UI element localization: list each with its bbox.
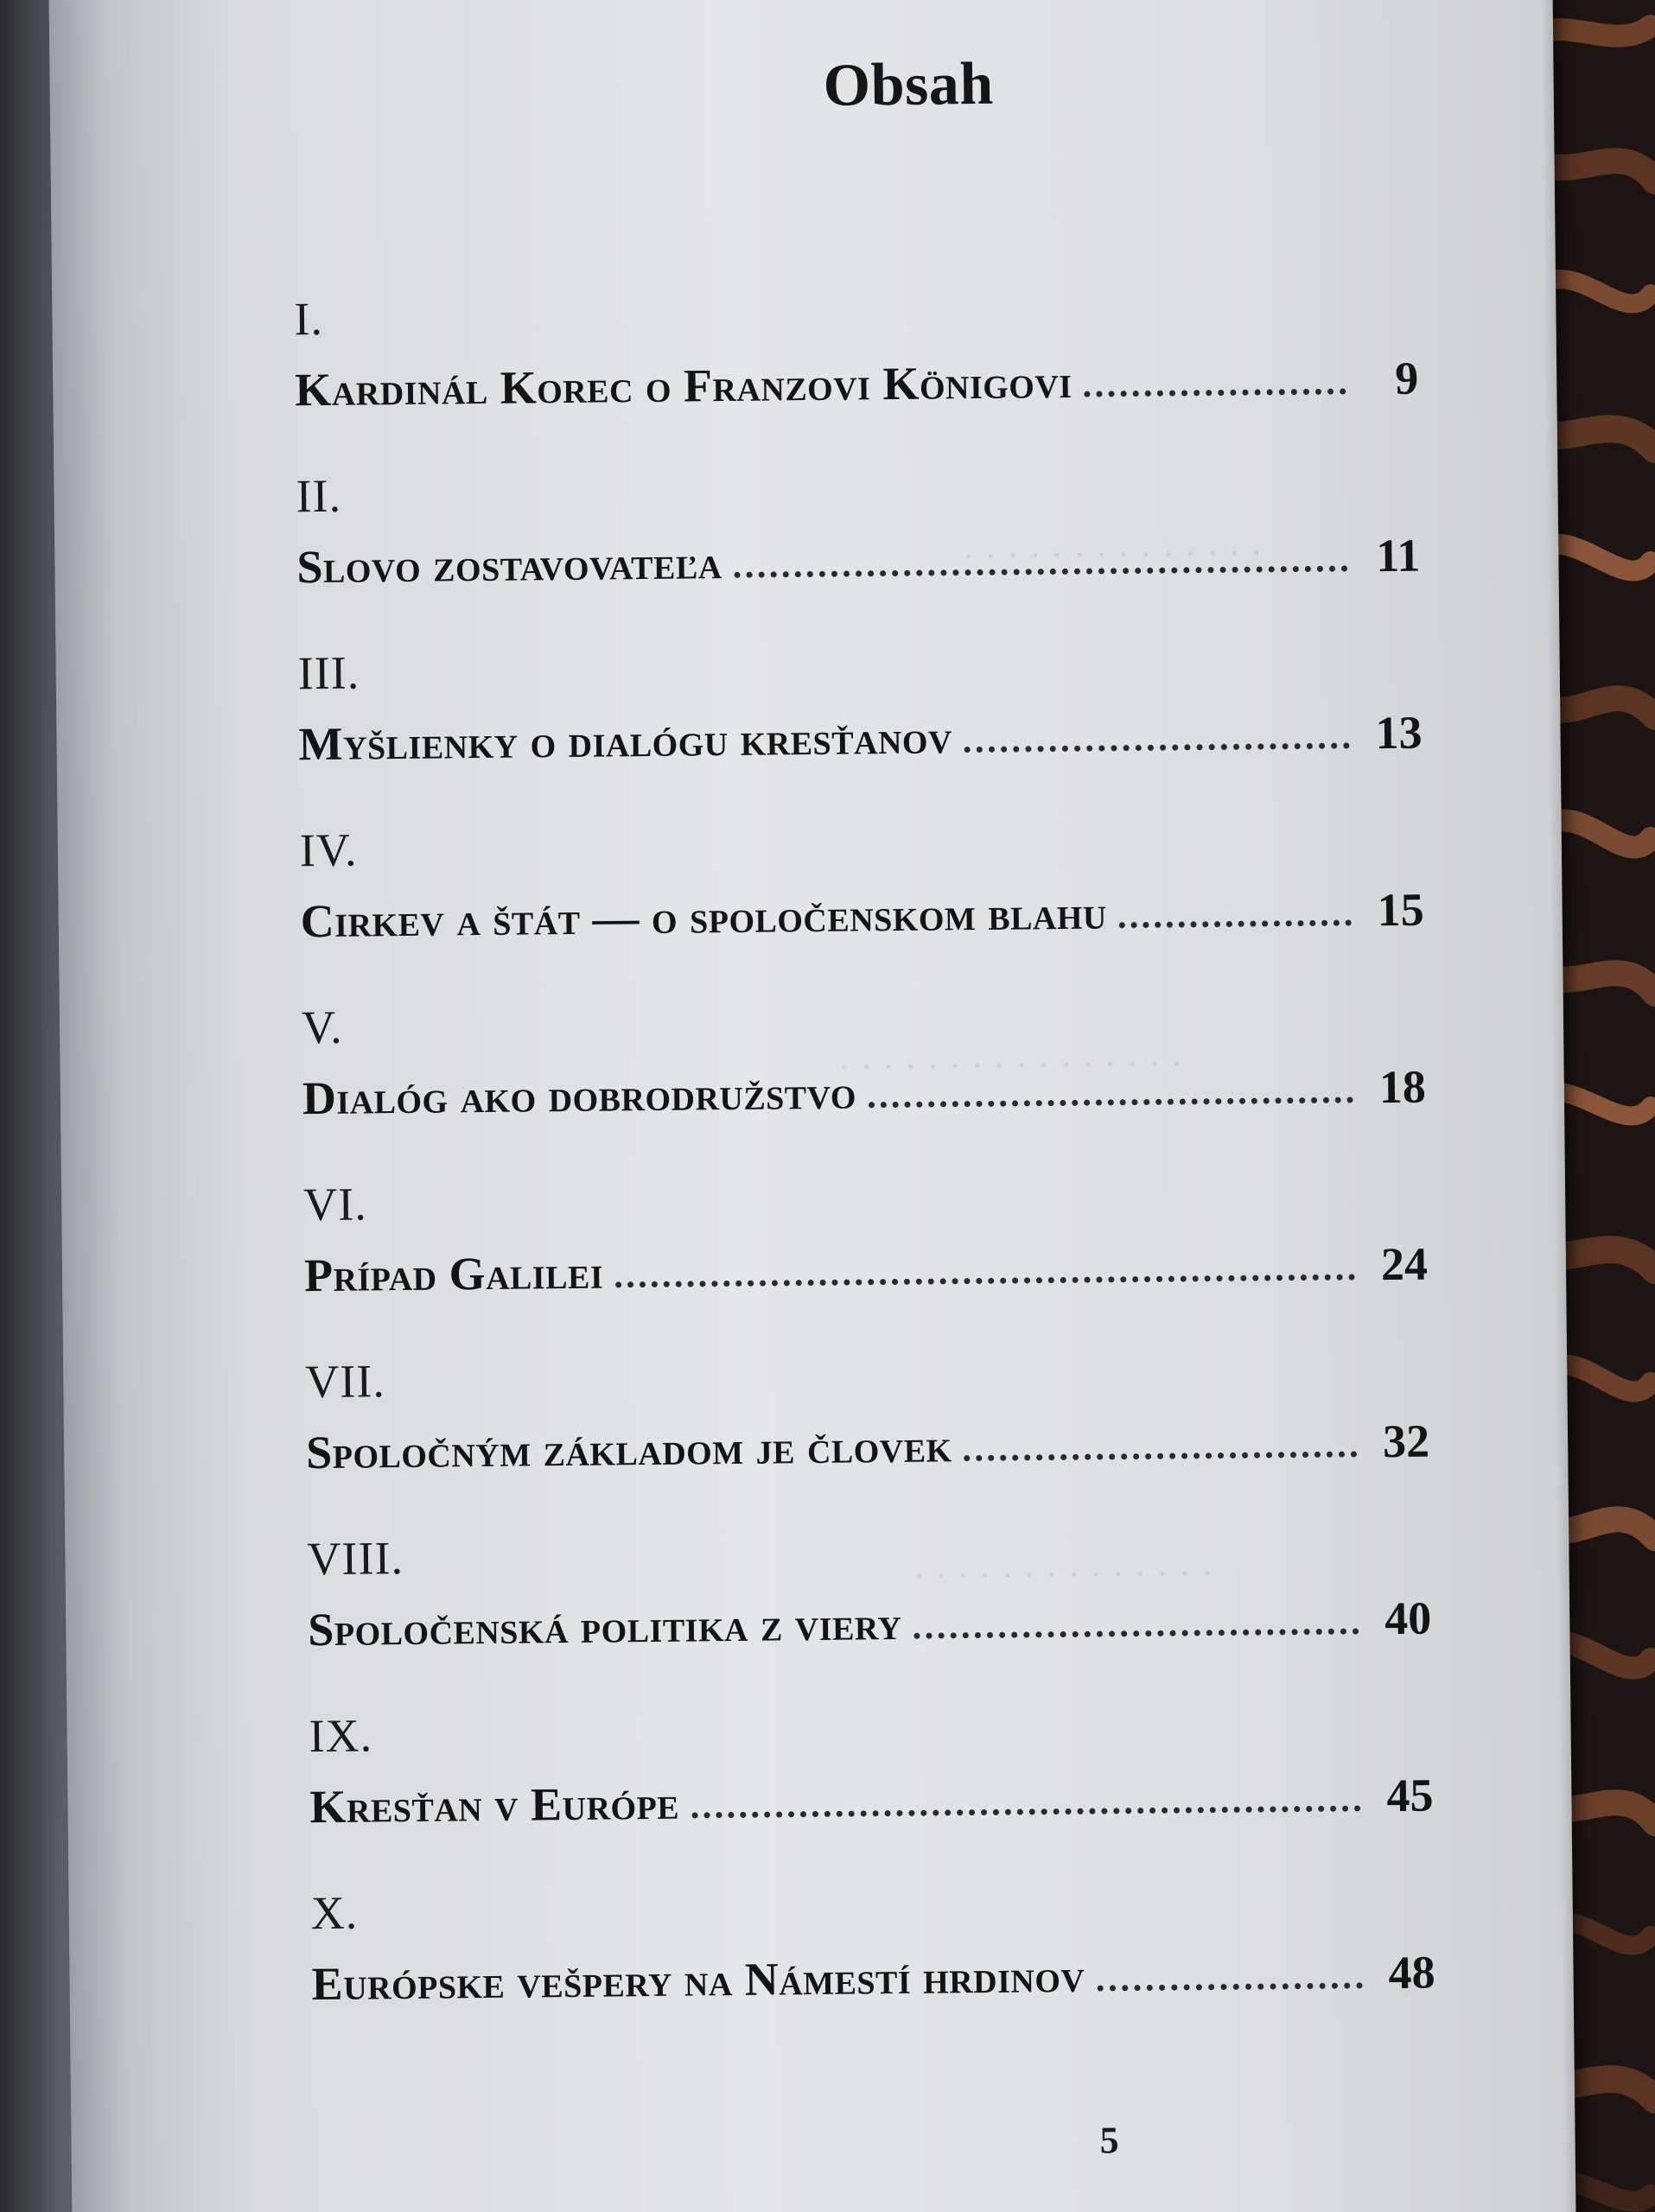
- chapter-title: Dialóg ako dobrodružstvo: [302, 1066, 857, 1125]
- chapter-numeral: X.: [310, 1886, 359, 1940]
- dot-leader: [615, 1274, 1355, 1287]
- toc-line: [300, 880, 1424, 952]
- chapter-numeral: VI.: [302, 1178, 367, 1231]
- toc-line: [302, 1057, 1427, 1129]
- chapter-title: Kresťan v Európe: [309, 1777, 680, 1834]
- chapter-title: Spoločenská politika z viery: [308, 1597, 902, 1656]
- dot-leader: [1119, 919, 1352, 928]
- show-through-text: · · · · · · · · · · · · · ·: [962, 531, 1264, 578]
- chapter-numeral: VII.: [304, 1355, 386, 1408]
- chapter-numeral: IX.: [309, 1709, 373, 1763]
- toc-line: [295, 348, 1419, 421]
- chapter-title: Kardinál Korec o Franzovi Königovi: [294, 355, 1073, 416]
- toc-entry: [296, 456, 1421, 645]
- dot-leader: [735, 565, 1348, 577]
- dot-leader: [964, 742, 1350, 753]
- chapter-numeral: III.: [297, 646, 360, 700]
- show-through-text: · · · · · · · · · · · · · · · ·: [837, 1042, 1184, 1089]
- chapter-numeral: IV.: [299, 823, 358, 877]
- dot-leader: [913, 1628, 1359, 1638]
- chapter-page-number: 13: [1375, 706, 1423, 760]
- chapter-title: Myšlienky o dialógu kresťanov: [298, 711, 953, 771]
- dot-leader: [1097, 1982, 1362, 1991]
- toc-line: [296, 525, 1421, 598]
- chapter-title: Spoločným základom je človek: [305, 1420, 952, 1479]
- toc-line: [311, 1942, 1435, 2015]
- chapter-page-number: 40: [1384, 1592, 1432, 1645]
- chapter-numeral: VIII.: [307, 1531, 404, 1586]
- toc-line: [298, 702, 1423, 775]
- toc-entry: [300, 810, 1425, 1000]
- show-through-text: · · · · · · · · · · · · · ·: [912, 1552, 1214, 1598]
- book-page: [48, 0, 1575, 2212]
- chapter-page-number: 15: [1377, 883, 1424, 937]
- toc-entry: [297, 633, 1423, 823]
- toc-entry: [310, 1873, 1435, 2063]
- toc-entry: [302, 988, 1427, 1177]
- toc-line: [309, 1765, 1434, 1838]
- chapter-numeral: II.: [296, 469, 342, 523]
- chapter-page-number: 45: [1386, 1769, 1434, 1822]
- toc-line: [308, 1588, 1432, 1661]
- chapter-title: Slovo zostavovateľa: [296, 537, 722, 594]
- toc-entry: [303, 1165, 1429, 1354]
- toc-entry: [305, 1342, 1430, 1531]
- chapter-title: Cirkev a štát — o spoločenskom blahu: [300, 887, 1108, 948]
- dot-leader: [1085, 388, 1346, 397]
- chapter-numeral: I.: [294, 292, 324, 346]
- chapter-numeral: V.: [301, 1001, 343, 1054]
- toc-entry: [307, 1519, 1432, 1708]
- chapter-title: Európske vešpery na Námestí hrdinov: [311, 1949, 1085, 2011]
- chapter-page-number: 11: [1376, 529, 1421, 582]
- chapter-page-number: 18: [1378, 1060, 1427, 1114]
- table-of-contents-block: [291, 46, 1435, 2011]
- page-title: Obsah: [823, 50, 995, 119]
- toc-line: [306, 1411, 1430, 1484]
- toc-entry: [294, 279, 1419, 468]
- chapter-page-number: 24: [1380, 1237, 1429, 1291]
- toc-line: [304, 1234, 1429, 1306]
- chapter-title: Prípad Galilei: [303, 1246, 604, 1302]
- dot-leader: [964, 1451, 1358, 1461]
- chapter-page-number: 9: [1394, 352, 1419, 404]
- dot-leader: [691, 1805, 1360, 1818]
- dot-leader: [869, 1096, 1353, 1108]
- toc-list: [294, 279, 1435, 2063]
- chapter-page-number: 32: [1382, 1414, 1430, 1468]
- chapter-page-number: 48: [1388, 1946, 1435, 1999]
- toc-entry: [309, 1696, 1434, 1885]
- page-number-footer: 5: [1099, 2119, 1119, 2162]
